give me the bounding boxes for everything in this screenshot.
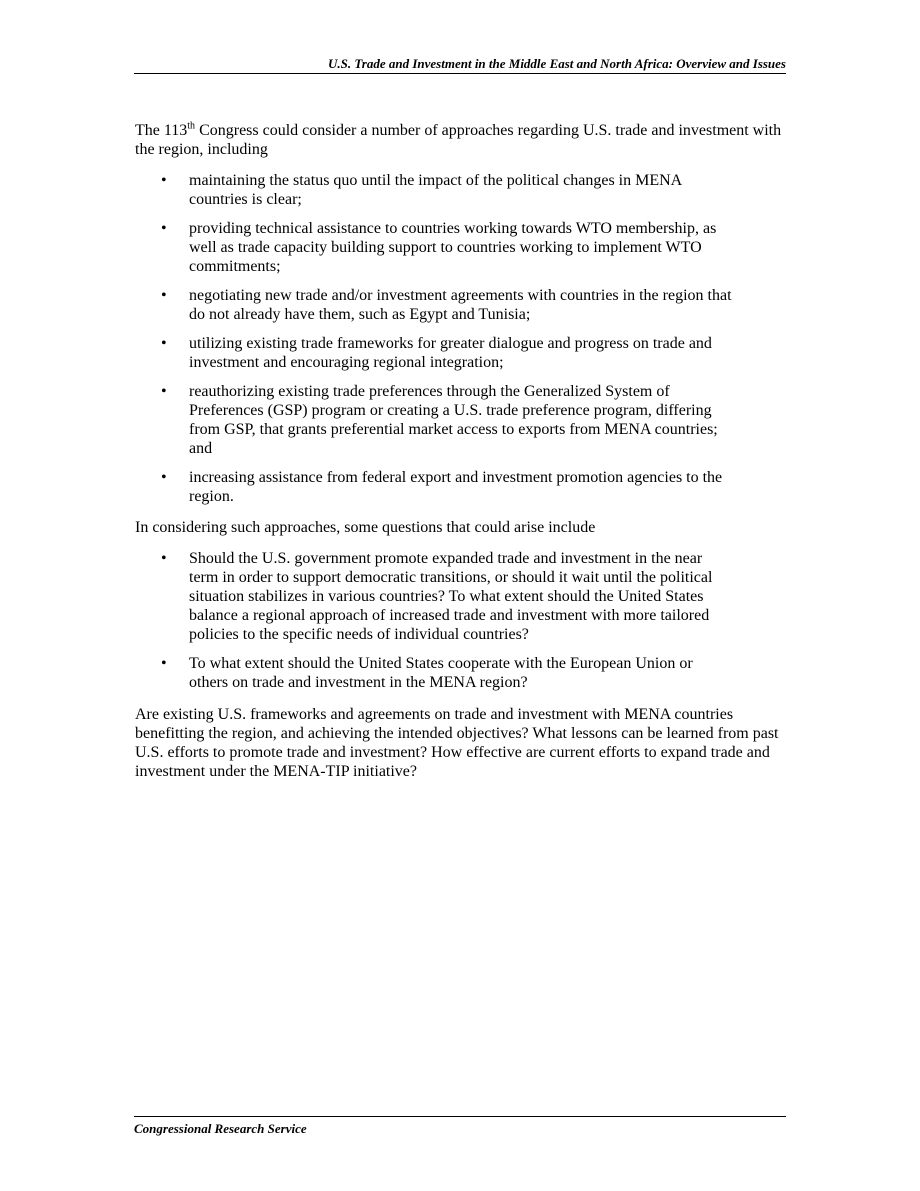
- list-item: [135, 654, 787, 692]
- list-item: [135, 468, 787, 506]
- bullet-icon: •: [161, 655, 167, 672]
- bullet-icon: •: [161, 383, 167, 400]
- list-item: [135, 334, 787, 372]
- bullet-icon: •: [161, 469, 167, 486]
- bullet-icon: •: [161, 335, 167, 352]
- list-item-text: increasing assistance from federal export and investment promotion agencies to the region.: [189, 469, 723, 505]
- list-item-text: reauthorizing existing trade preferences through the Generalized System of Preferences (GSP) program or creating a U.S. trade preference program, differing from GSP, that grants preferential market access to exports from MENA countries; and: [189, 383, 718, 457]
- list-item-text: Should the U.S. government promote expanded trade and investment in the near term in order to support democratic transitions, or should it wait until the political situation stabilizes in various countries? To what extent should the United States balance a regional approach of increased trade and investment with more tailored policies to the specific needs of individual countries?: [189, 550, 713, 643]
- ordinal-suffix: th: [187, 120, 196, 132]
- list-item: [135, 286, 787, 324]
- intro-text-start: The 113: [135, 122, 188, 139]
- bullet-icon: •: [161, 550, 167, 567]
- running-header: U.S. Trade and Investment in the Middle East and North Africa: Overview and Issues: [134, 56, 786, 74]
- list-item: [135, 219, 787, 276]
- bullet-icon: •: [161, 287, 167, 304]
- list-item-text: To what extent should the United States cooperate with the European Union or others on trade and investment in the MENA region?: [189, 655, 693, 691]
- list-item-text: providing technical assistance to countries working towards WTO membership, as well as trade capacity building support to countries working to implement WTO commitments;: [189, 220, 717, 275]
- list-item-text: negotiating new trade and/or investment agreements with countries in the region that do not already have them, such as Egypt and Tunisia;: [189, 287, 732, 323]
- list-item: [135, 382, 787, 458]
- running-footer: Congressional Research Service: [134, 1116, 786, 1137]
- intro-paragraph: [135, 121, 787, 159]
- list-item: [135, 171, 787, 209]
- list-item: [135, 549, 787, 644]
- bullet-icon: •: [161, 172, 167, 189]
- approaches-list: [135, 171, 787, 506]
- list-item-text: utilizing existing trade frameworks for greater dialogue and progress on trade and investment and encouraging regional integration;: [189, 335, 712, 371]
- questions-list: [135, 549, 787, 692]
- list-item-text: maintaining the status quo until the impact of the political changes in MENA countries is clear;: [189, 172, 682, 208]
- closing-paragraph: Are existing U.S. frameworks and agreements on trade and investment with MENA countries benefitting the region, and achieving the intended objectives? What lessons can be learned from past U.S. efforts to promote trade and investment? How effective are current efforts to expand trade and investment under the MENA-TIP initiative?: [135, 706, 779, 780]
- bullet-icon: •: [161, 220, 167, 237]
- questions-intro-paragraph: In considering such approaches, some questions that could arise include: [135, 519, 596, 536]
- intro-text-end: Congress could consider a number of approaches regarding U.S. trade and investment with the region, including: [135, 122, 782, 158]
- body-content: [135, 121, 787, 781]
